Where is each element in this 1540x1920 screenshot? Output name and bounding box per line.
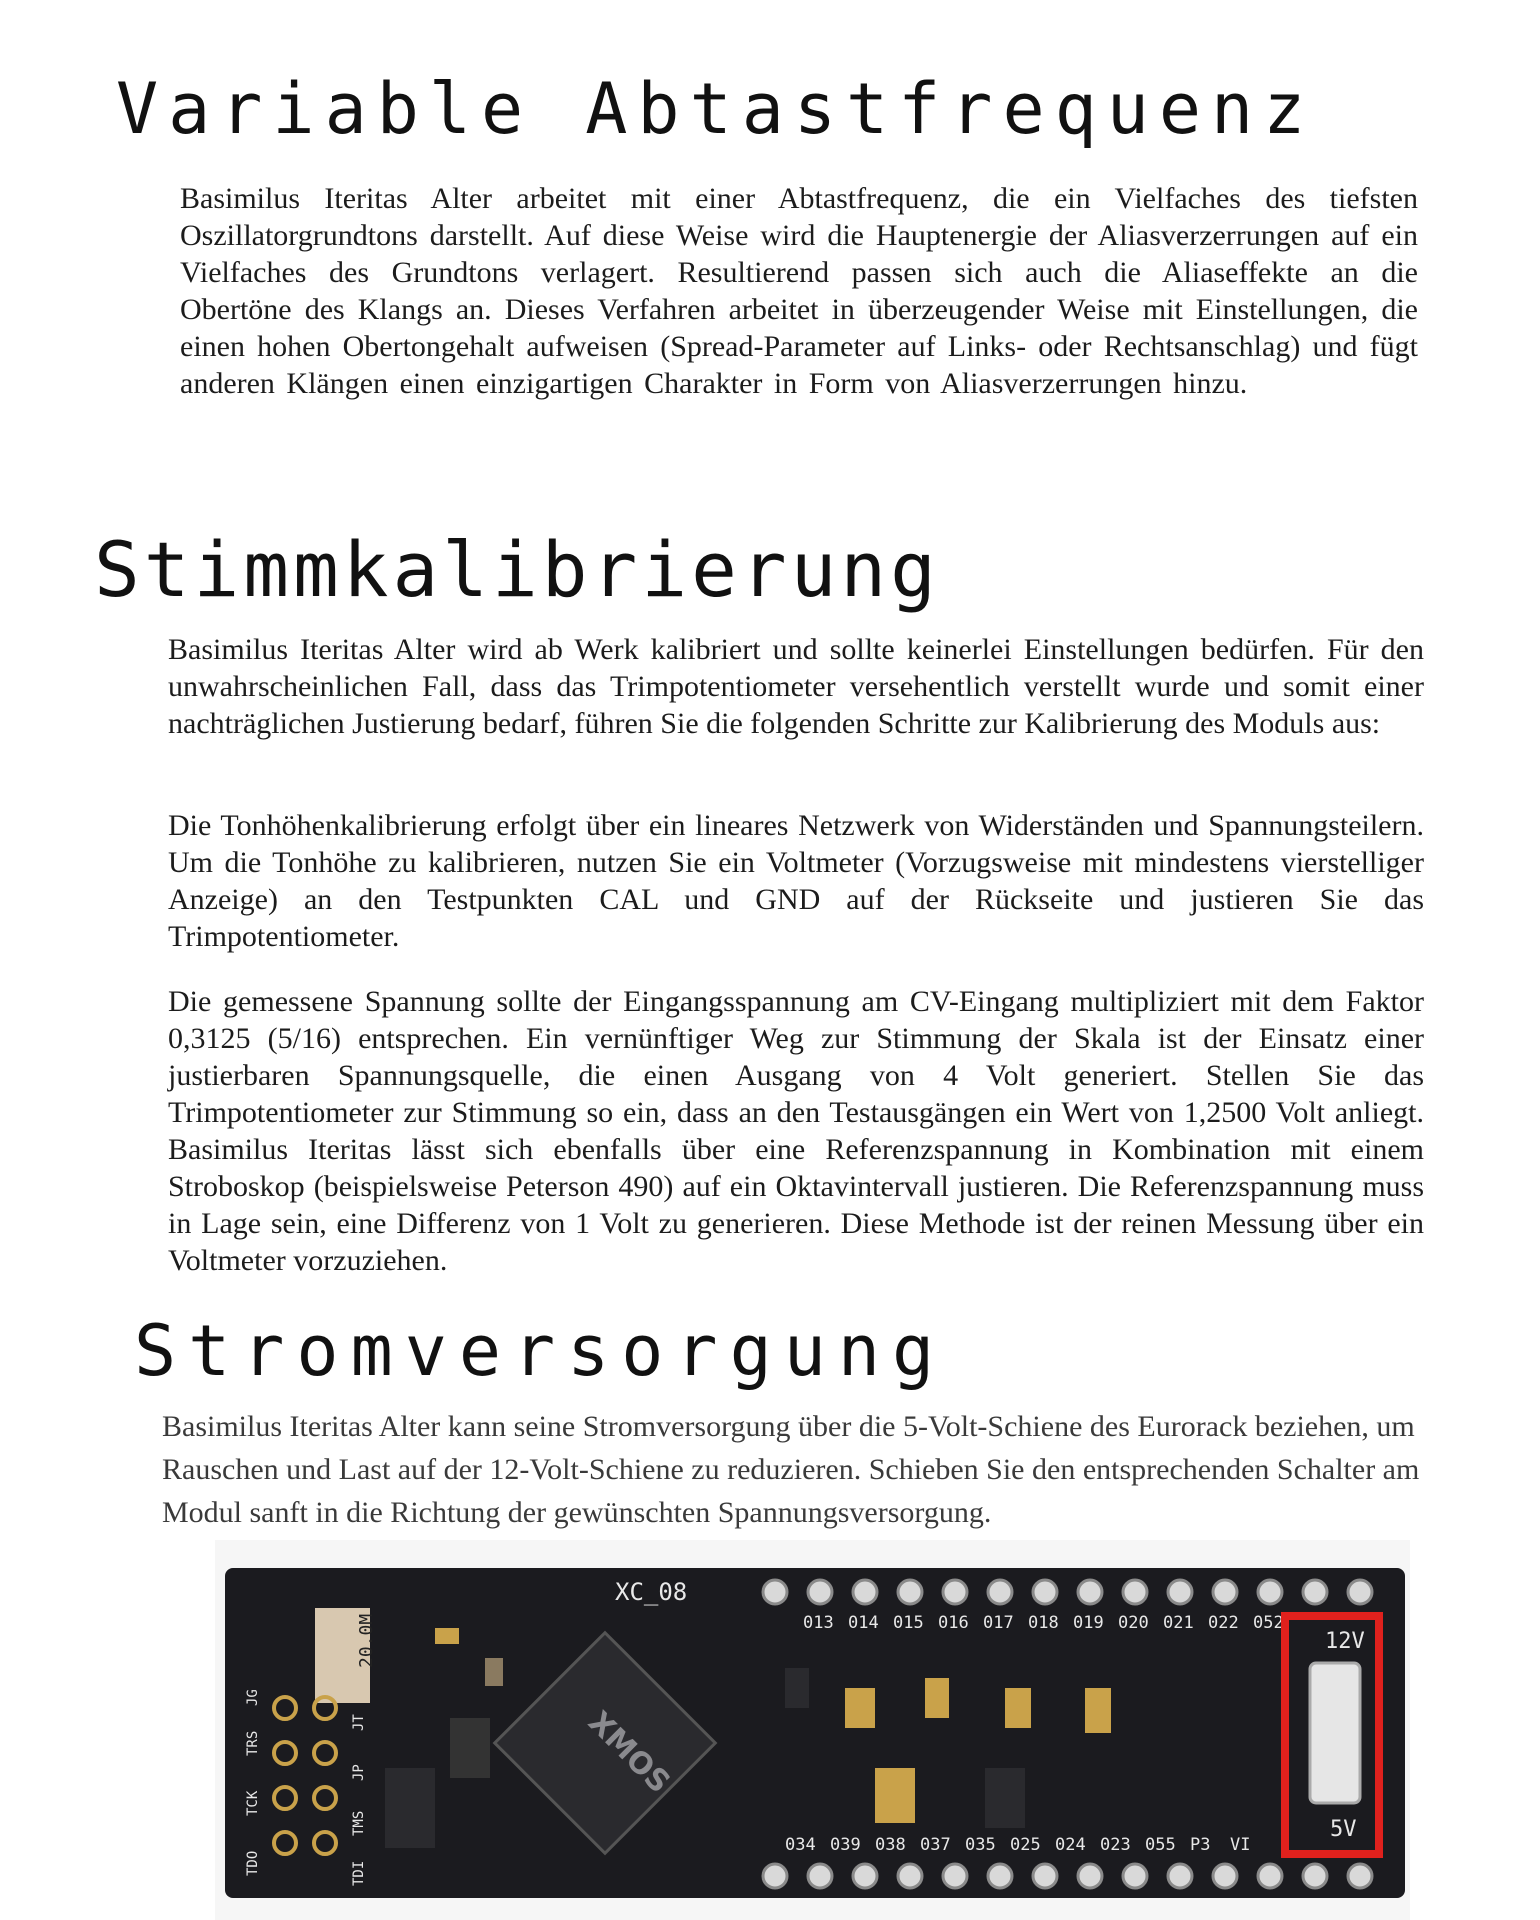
pin-label: 019 xyxy=(1073,1613,1104,1633)
pin-label: 013 xyxy=(803,1613,834,1633)
pin-label: 015 xyxy=(893,1613,924,1633)
pin-label: 055 xyxy=(1145,1835,1176,1855)
pin-label: 024 xyxy=(1055,1835,1086,1855)
pin-label: 017 xyxy=(983,1613,1014,1633)
smd-part xyxy=(845,1688,875,1728)
smd-part xyxy=(925,1678,949,1718)
paragraph-tuning-intro: Basimilus Iteritas Alter wird ab Werk kalibriert und sollte keinerlei Einstellungen bedürfen. Für den unwahrscheinlichen Fall, dass das Trimpotentiometer versehentlich verstellt wurde und somit einer nachträglichen Justierung bedarf, führen Sie die folgenden Schritte zur Kalibrierung des Moduls aus: xyxy=(168,633,1424,740)
smd-part xyxy=(485,1658,503,1686)
pin-label: 038 xyxy=(875,1835,906,1855)
smd-part xyxy=(985,1768,1025,1828)
jtag-label: JT xyxy=(351,1714,367,1731)
pin-label: 014 xyxy=(848,1613,879,1633)
pin-label: 052 xyxy=(1253,1613,1284,1633)
smd-part xyxy=(1085,1688,1111,1733)
jtag-label: TDO xyxy=(245,1850,261,1876)
paragraph-tuning-procedure: Die gemessene Spannung sollte der Eingangsspannung am CV-Eingang multipliziert mit dem Faktor 0,3125 (5/16) entsprechen. Ein vernünftiger Weg zur Stimmung der Skala ist der Einsatz einer justierbaren Spannungsquelle, die einen Ausgang von 4 Volt generiert. Stellen Sie das Trimpotentiometer zur Stimmung so ein, dass an den Testausgängen ein Wert von 1,2500 Volt anliegt. Basimilus Iteritas lässt sich ebenfalls über eine Referenzspannung in Kombination mit einem Stroboskop (beispielsweise Peterson 490) auf ein Oktavintervall justieren. Die Referenzspannung muss in Lage sein, eine Differenz von 1 Volt zu generieren. Diese Methode ist der reinen Messung über ein Voltmeter vorzuziehen. xyxy=(168,985,1424,1277)
smd-part xyxy=(785,1668,809,1708)
pin-label: 035 xyxy=(965,1835,996,1855)
jtag-label: TDI xyxy=(351,1860,367,1886)
pin-label: 016 xyxy=(938,1613,969,1633)
pin-label: 039 xyxy=(830,1835,861,1855)
pin-label: 023 xyxy=(1100,1835,1131,1855)
heading-tuning-calibration: Stimmkalibrierung xyxy=(94,525,940,614)
pcb-photo xyxy=(225,1568,1405,1898)
board-label-xc08: XC_08 xyxy=(615,1578,688,1606)
pin-label: 022 xyxy=(1208,1613,1239,1633)
pin-label: 034 xyxy=(785,1835,816,1855)
chip-brand: XMOS xyxy=(581,1704,677,1801)
switch-label-12v: 12V xyxy=(1325,1629,1365,1654)
power-switch xyxy=(1310,1663,1360,1803)
pin-label: P3 xyxy=(1190,1835,1211,1855)
smd-part xyxy=(875,1768,915,1823)
pin-label: VI xyxy=(1230,1835,1251,1855)
jtag-label: JG xyxy=(245,1689,261,1706)
heading-power-supply: Stromversorgung xyxy=(134,1310,947,1392)
jtag-label: JP xyxy=(351,1764,367,1781)
paragraph-sampling: Basimilus Iteritas Alter arbeitet mit einer Abtastfrequenz, die ein Vielfaches des tiefsten Oszillatorgrundtons darstellt. Auf diese Weise wird die Hauptenergie der Aliasverzerrungen auf ein Vielfaches des Grundtons verlagert. Resultierend passen sich auch die Aliaseffekte an die Obertöne des Klangs an. Dieses Verfahren arbeitet in überzeugender Weise mit Einstellungen, die einen hohen Obertongehalt aufweisen (Spread-Parameter auf Links- oder Rechtsanschlag) und fügt anderen Klängen einen einzigartigen Charakter in Form von Aliasverzerrungen hinzu. xyxy=(180,182,1418,400)
switch-label-5v: 5V xyxy=(1330,1817,1357,1842)
paragraph-tuning-method: Die Tonhöhenkalibrierung erfolgt über ein lineares Netzwerk von Widerständen und Spannungsteilern. Um die Tonhöhe zu kalibrieren, nutzen Sie ein Voltmeter (Vorzugsweise mit mindestens vierstelliger Anzeige) an den Testpunkten CAL und GND auf der Rückseite und justieren Sie das Trimpotentiometer. xyxy=(168,809,1424,953)
pin-label: 020 xyxy=(1118,1613,1149,1633)
crystal-label: 20.0M xyxy=(356,1613,377,1668)
smd-part xyxy=(435,1628,459,1644)
smd-part xyxy=(385,1768,435,1848)
pin-label: 025 xyxy=(1010,1835,1041,1855)
pin-label: 018 xyxy=(1028,1613,1059,1633)
jtag-label: TCK xyxy=(245,1790,261,1816)
smd-part xyxy=(450,1718,490,1778)
pin-label: 037 xyxy=(920,1835,951,1855)
pin-label: 021 xyxy=(1163,1613,1194,1633)
paragraph-power-supply: Basimilus Iteritas Alter kann seine Stromversorgung über die 5-Volt-Schiene des Eurorack beziehen, um Rauschen und Last auf der 12-Volt-Schiene zu reduzieren. Schieben Sie den entsprechenden Schalter am Modul sanft in die Richtung der gewünschten Spannungsversorgung. xyxy=(162,1410,1420,1529)
smd-part xyxy=(1005,1688,1031,1728)
jtag-label: TRS xyxy=(245,1730,261,1756)
heading-variable-sampling-rate: Variable Abtastfrequenz xyxy=(116,68,1316,150)
jtag-label: TMS xyxy=(351,1810,367,1836)
